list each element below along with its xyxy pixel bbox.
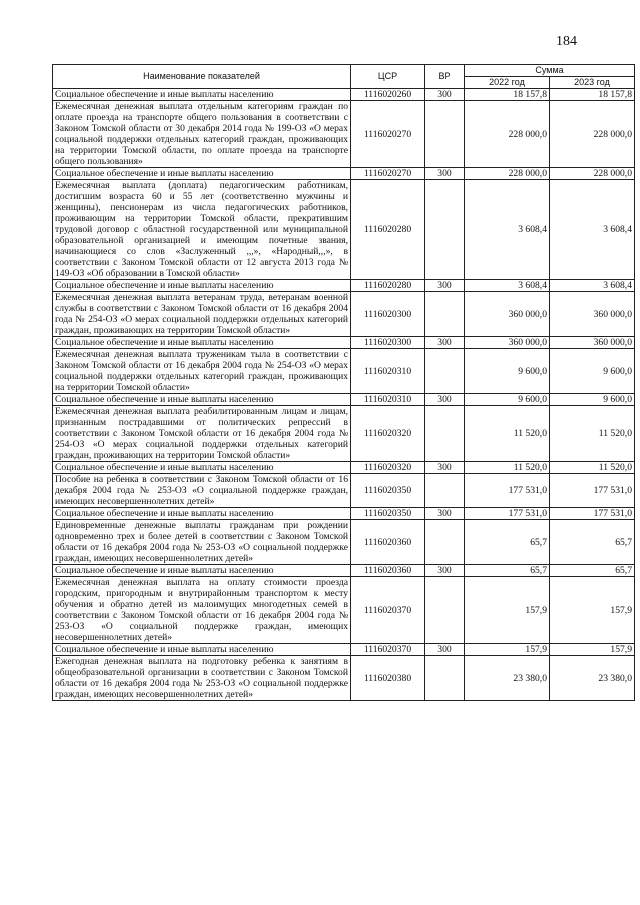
row-value-2022: 228 000,0	[465, 101, 550, 168]
row-name: Социальное обеспечение и иные выплаты населению	[53, 168, 351, 180]
row-value-2023: 3 608,4	[550, 280, 635, 292]
row-vr: 300	[425, 508, 465, 520]
row-csr: 1116020280	[351, 280, 425, 292]
row-value-2023: 23 380,0	[550, 656, 635, 701]
row-value-2023: 18 157,8	[550, 89, 635, 101]
row-csr: 1116020270	[351, 168, 425, 180]
row-vr	[425, 656, 465, 701]
header-sum: Сумма	[465, 65, 635, 77]
row-value-2022: 3 608,4	[465, 180, 550, 280]
row-csr: 1116020310	[351, 394, 425, 406]
row-csr: 1116020350	[351, 508, 425, 520]
row-csr: 1116020360	[351, 565, 425, 577]
row-csr: 1116020310	[351, 349, 425, 394]
row-vr	[425, 180, 465, 280]
row-value-2023: 228 000,0	[550, 101, 635, 168]
row-vr: 300	[425, 462, 465, 474]
row-vr	[425, 474, 465, 508]
row-name: Ежемесячная денежная выплата труженикам тыла в соответствии с Законом Томской области от 16 декабря 2004 года № 254-ОЗ «О мерах социальной поддержки отдельных категорий граждан, проживающих на территории Томской области»	[53, 349, 351, 394]
budget-table	[52, 64, 635, 701]
row-value-2022: 157,9	[465, 644, 550, 656]
row-csr: 1116020320	[351, 406, 425, 462]
row-vr	[425, 349, 465, 394]
row-name: Социальное обеспечение и иные выплаты населению	[53, 394, 351, 406]
header-csr: ЦСР	[351, 65, 425, 89]
row-value-2023: 3 608,4	[550, 180, 635, 280]
row-csr: 1116020370	[351, 644, 425, 656]
row-vr	[425, 101, 465, 168]
row-vr	[425, 520, 465, 565]
table-row	[53, 474, 635, 508]
row-name: Ежемесячная денежная выплата ветеранам труда, ветеранам военной службы в соответствии с Законом Томской области от 16 декабря 2004 года № 254-ОЗ «О мерах социальной поддержки отдельных категорий граждан, проживающих на территории Томской области»	[53, 292, 351, 337]
row-csr: 1116020300	[351, 292, 425, 337]
table-row	[53, 89, 635, 101]
row-value-2022: 11 520,0	[465, 462, 550, 474]
row-value-2022: 177 531,0	[465, 508, 550, 520]
row-name: Единовременные денежные выплаты гражданам при рождении одновременно трех и более детей в соответствии с Законом Томской области от 16 декабря 2004 года № 253-ОЗ «О социальной поддержке граждан, имеющих несовершеннолетних детей»	[53, 520, 351, 565]
table-row	[53, 337, 635, 349]
table-row	[53, 349, 635, 394]
row-vr	[425, 406, 465, 462]
table-row	[53, 577, 635, 644]
row-name: Ежемесячная денежная выплата на оплату стоимости проезда городским, пригородным и внутрирайонным транспортом к месту обучения и обратно детей из малоимущих многодетных семей в соответствии с Законом Томской области от 16 декабря 2004 года № 253-ОЗ «О социальной поддержке граждан, имеющих несовершеннолетних детей»	[53, 577, 351, 644]
row-value-2022: 23 380,0	[465, 656, 550, 701]
row-value-2023: 360 000,0	[550, 337, 635, 349]
table-row	[53, 644, 635, 656]
row-csr: 1116020280	[351, 180, 425, 280]
header-year-2023: 2023 год	[550, 77, 635, 89]
row-vr: 300	[425, 565, 465, 577]
table-body	[53, 89, 635, 701]
row-value-2023: 65,7	[550, 565, 635, 577]
row-value-2022: 177 531,0	[465, 474, 550, 508]
row-value-2022: 360 000,0	[465, 337, 550, 349]
row-value-2023: 9 600,0	[550, 394, 635, 406]
row-value-2023: 11 520,0	[550, 462, 635, 474]
row-csr: 1116020320	[351, 462, 425, 474]
row-value-2023: 65,7	[550, 520, 635, 565]
header-name: Наименование показателей	[53, 65, 351, 89]
row-value-2023: 9 600,0	[550, 349, 635, 394]
row-csr: 1116020270	[351, 101, 425, 168]
table-row	[53, 101, 635, 168]
table-row	[53, 406, 635, 462]
table-row	[53, 168, 635, 180]
row-name: Ежемесячная выплата (доплата) педагогическим работникам, достигшим возраста 60 и 55 лет (соответственно мужчины и женщины), пенсионерам из числа педагогических работников, проживающим на территории Томской области, прекратившим трудовой договор с областной государственной или муниципальной образовательной организацией и имеющим почетные звания, начинающиеся со слов «Заслуженный ,,,», «Народный,,,», в соответствии с Законом Томской области от 12 августа 2013 года № 149-ОЗ «Об образовании в Томской области»	[53, 180, 351, 280]
table-row	[53, 180, 635, 280]
table-row	[53, 394, 635, 406]
row-vr	[425, 292, 465, 337]
row-value-2022: 65,7	[465, 520, 550, 565]
table-row	[53, 292, 635, 337]
row-name: Социальное обеспечение и иные выплаты населению	[53, 644, 351, 656]
row-name: Ежемесячная денежная выплата реабилитированным лицам и лицам, признанным пострадавшими от политических репрессий в соответствии с Законом Томской области от 16 декабря 2004 года № 254-ОЗ «О мерах социальной поддержки отдельных категорий граждан, проживающих на территории Томской области»	[53, 406, 351, 462]
row-value-2023: 11 520,0	[550, 406, 635, 462]
row-vr	[425, 577, 465, 644]
row-value-2022: 9 600,0	[465, 394, 550, 406]
row-value-2023: 360 000,0	[550, 292, 635, 337]
row-value-2022: 360 000,0	[465, 292, 550, 337]
row-value-2023: 177 531,0	[550, 474, 635, 508]
row-csr: 1116020350	[351, 474, 425, 508]
row-value-2022: 9 600,0	[465, 349, 550, 394]
row-value-2023: 228 000,0	[550, 168, 635, 180]
table-row	[53, 656, 635, 701]
row-value-2022: 11 520,0	[465, 406, 550, 462]
row-value-2022: 228 000,0	[465, 168, 550, 180]
row-csr: 1116020300	[351, 337, 425, 349]
table-header	[53, 65, 635, 89]
row-value-2023: 157,9	[550, 577, 635, 644]
table-row	[53, 520, 635, 565]
row-csr: 1116020360	[351, 520, 425, 565]
table-row	[53, 565, 635, 577]
row-vr: 300	[425, 644, 465, 656]
row-csr: 1116020370	[351, 577, 425, 644]
row-name: Социальное обеспечение и иные выплаты населению	[53, 508, 351, 520]
row-value-2022: 3 608,4	[465, 280, 550, 292]
row-name: Социальное обеспечение и иные выплаты населению	[53, 337, 351, 349]
row-vr: 300	[425, 168, 465, 180]
row-name: Социальное обеспечение и иные выплаты населению	[53, 565, 351, 577]
row-vr: 300	[425, 89, 465, 101]
row-name: Ежегодная денежная выплата на подготовку ребенка к занятиям в общеобразовательной организации в соответствии с Законом Томской области от 16 декабря 2004 года № 253-ОЗ «О социальной поддержке граждан, имеющих несовершеннолетних детей»	[53, 656, 351, 701]
row-csr: 1116020380	[351, 656, 425, 701]
row-value-2022: 157,9	[465, 577, 550, 644]
row-vr: 300	[425, 394, 465, 406]
page-number: 184	[556, 34, 577, 49]
row-value-2023: 177 531,0	[550, 508, 635, 520]
row-value-2022: 65,7	[465, 565, 550, 577]
row-name: Социальное обеспечение и иные выплаты населению	[53, 462, 351, 474]
header-vr: ВР	[425, 65, 465, 89]
row-csr: 1116020260	[351, 89, 425, 101]
header-year-2022: 2022 год	[465, 77, 550, 89]
row-name: Ежемесячная денежная выплата отдельным категориям граждан по оплате проезда на транспорте общего пользования в соответствии с Законом Томской области от 30 декабря 2014 года № 199-ОЗ «О мерах социальной поддержки отдельных категорий граждан, проживающих на территории Томской области, по оплате проезда на транспорте общего пользования»	[53, 101, 351, 168]
table-row	[53, 508, 635, 520]
row-name: Пособие на ребенка в соответствии с Законом Томской области от 16 декабря 2004 года № 253-ОЗ «О социальной поддержке граждан, имеющих несовершеннолетних детей»	[53, 474, 351, 508]
row-vr: 300	[425, 337, 465, 349]
row-value-2023: 157,9	[550, 644, 635, 656]
table-row	[53, 280, 635, 292]
row-name: Социальное обеспечение и иные выплаты населению	[53, 280, 351, 292]
row-vr: 300	[425, 280, 465, 292]
row-name: Социальное обеспечение и иные выплаты населению	[53, 89, 351, 101]
table-row	[53, 462, 635, 474]
row-value-2022: 18 157,8	[465, 89, 550, 101]
